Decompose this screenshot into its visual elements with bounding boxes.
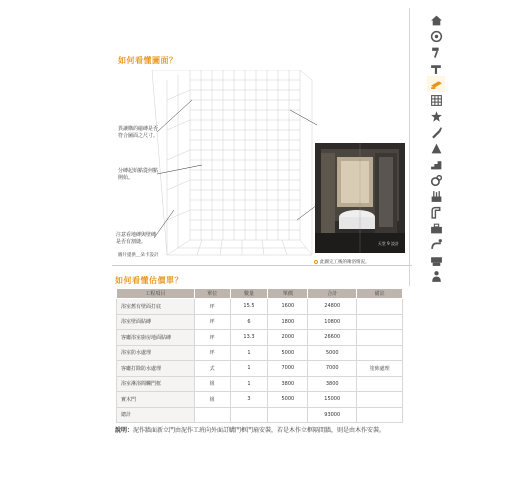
cell-quantity: 6 bbox=[230, 314, 268, 330]
stairs-icon[interactable] bbox=[427, 156, 445, 172]
sidebar-divider bbox=[409, 8, 410, 286]
bathroom-perspective-diagram bbox=[112, 70, 412, 265]
table-row bbox=[117, 299, 403, 315]
plumbing-icon[interactable] bbox=[427, 236, 445, 252]
cell-total: 3800 bbox=[308, 376, 357, 392]
trowel-icon[interactable] bbox=[427, 76, 445, 92]
photo-caption-text: 此圖完工後的衛浴情況。 bbox=[320, 260, 370, 265]
cell-remarks bbox=[357, 407, 403, 423]
cell-unit: 式 bbox=[194, 361, 230, 377]
cell-item: 浴室防水處理 bbox=[117, 345, 195, 361]
cell-unit-price: 3800 bbox=[268, 376, 308, 392]
cell-quantity: 1 bbox=[230, 361, 268, 377]
cell-unit-price bbox=[268, 407, 308, 423]
table-row bbox=[117, 376, 403, 392]
table-total-row bbox=[117, 407, 403, 423]
cell-unit-price: 2000 bbox=[268, 330, 308, 346]
saw-icon[interactable] bbox=[427, 60, 445, 76]
cell-unit: 組 bbox=[194, 376, 230, 392]
cell-total: 7000 bbox=[308, 361, 357, 377]
cell-total: 15000 bbox=[308, 392, 357, 408]
header-unit-price: 單價 bbox=[268, 289, 308, 299]
cell-quantity: 3 bbox=[230, 392, 268, 408]
home-icon[interactable] bbox=[427, 12, 445, 28]
cell-unit: 組 bbox=[194, 392, 230, 408]
cell-remarks bbox=[357, 345, 403, 361]
cell-item: 浴室淋浴間觸門框 bbox=[117, 376, 195, 392]
ring-icon[interactable] bbox=[427, 172, 445, 188]
table-row bbox=[117, 361, 403, 377]
cell-unit: 坪 bbox=[194, 345, 230, 361]
faucet-icon[interactable] bbox=[427, 204, 445, 220]
table-row bbox=[117, 392, 403, 408]
target-icon[interactable] bbox=[427, 28, 445, 44]
cell-quantity: 15.5 bbox=[230, 299, 268, 315]
section-title-drawings: 如何看懂圖面？ bbox=[118, 56, 178, 65]
cell-remarks bbox=[357, 314, 403, 330]
cell-total: 24800 bbox=[308, 299, 357, 315]
cell-item: 客廳打除防水處理 bbox=[117, 361, 195, 377]
cell-unit-price: 7000 bbox=[268, 361, 308, 377]
header-quantity: 數量 bbox=[230, 289, 268, 299]
caption-bullet-icon bbox=[314, 260, 318, 264]
cell-unit-price: 1800 bbox=[268, 314, 308, 330]
toolbox-icon[interactable] bbox=[427, 220, 445, 236]
cell-total: 26600 bbox=[308, 330, 357, 346]
cell-unit: 坪 bbox=[194, 314, 230, 330]
table-row bbox=[117, 330, 403, 346]
cell-total: 5000 bbox=[308, 345, 357, 361]
cell-unit: 坪 bbox=[194, 299, 230, 315]
cell-quantity: 1 bbox=[230, 376, 268, 392]
cell-remarks bbox=[357, 330, 403, 346]
paint-roller-icon[interactable] bbox=[427, 140, 445, 156]
note-label: 說明： bbox=[115, 427, 134, 434]
cell-quantity: 1 bbox=[230, 345, 268, 361]
annotation-tile-seam: 注意看地磚與壁磚是否有割縫。 bbox=[116, 232, 157, 245]
cell-total: 93000 bbox=[308, 407, 357, 423]
image-credit: 圖片提供＿朵卡設計 bbox=[118, 253, 159, 258]
bathroom-photo bbox=[315, 143, 405, 253]
table-row bbox=[117, 345, 403, 361]
cell-unit bbox=[194, 407, 230, 423]
cell-unit-price: 1600 bbox=[268, 299, 308, 315]
section-title-quotation: 如何看懂估價單？ bbox=[115, 276, 183, 285]
header-remarks: 備註 bbox=[357, 289, 403, 299]
cell-item: 浴室壁面貼磚 bbox=[117, 314, 195, 330]
person-icon[interactable] bbox=[427, 268, 445, 284]
explanation-note bbox=[115, 425, 405, 437]
cell-remarks bbox=[357, 299, 403, 315]
bathroom-photo-image bbox=[315, 143, 405, 253]
cell-total: 10800 bbox=[308, 314, 357, 330]
cell-unit: 坪 bbox=[194, 330, 230, 346]
electric-icon[interactable] bbox=[427, 108, 445, 124]
cell-remarks: 塗佈處理 bbox=[357, 361, 403, 377]
cell-item: 實木門 bbox=[117, 392, 195, 408]
cell-unit-price: 5000 bbox=[268, 345, 308, 361]
sink-icon[interactable] bbox=[427, 252, 445, 268]
brush-set-icon[interactable] bbox=[427, 188, 445, 204]
hammer-icon[interactable] bbox=[427, 44, 445, 60]
table-row bbox=[117, 314, 403, 330]
cell-remarks bbox=[357, 376, 403, 392]
paint-brush-icon[interactable] bbox=[427, 124, 445, 140]
cell-item: 客廳浴室廚房地面貼磚 bbox=[117, 330, 195, 346]
tile-grid-icon[interactable] bbox=[427, 92, 445, 108]
cell-item: 總計 bbox=[117, 407, 195, 423]
annotation-tile-size: 異讓購的磁磚是否符合圖面之尺寸。 bbox=[118, 126, 159, 139]
header-item: 工程項目 bbox=[117, 289, 195, 299]
section-divider bbox=[112, 265, 412, 266]
annotation-start-point: 分磚起始點從何點開始。 bbox=[118, 168, 159, 181]
cell-quantity bbox=[230, 407, 268, 423]
photo-watermark: 天堂 9 設計 bbox=[377, 241, 399, 246]
note-text: 泥作牆面新立門由泥作工班向外面訂購門框門扇安裝，若是木作立框隔間牆，則是由木作安裝。 bbox=[133, 427, 386, 434]
estimate-table bbox=[116, 288, 403, 423]
cell-unit-price: 5000 bbox=[268, 392, 308, 408]
table-header-row bbox=[117, 289, 403, 299]
cell-remarks bbox=[357, 392, 403, 408]
header-unit: 單位 bbox=[194, 289, 230, 299]
quotation-table bbox=[116, 288, 403, 423]
header-total: 合計 bbox=[308, 289, 357, 299]
cell-item: 浴室舊有壁面打底 bbox=[117, 299, 195, 315]
cell-quantity: 13.3 bbox=[230, 330, 268, 346]
chapter-sidebar bbox=[425, 12, 447, 282]
